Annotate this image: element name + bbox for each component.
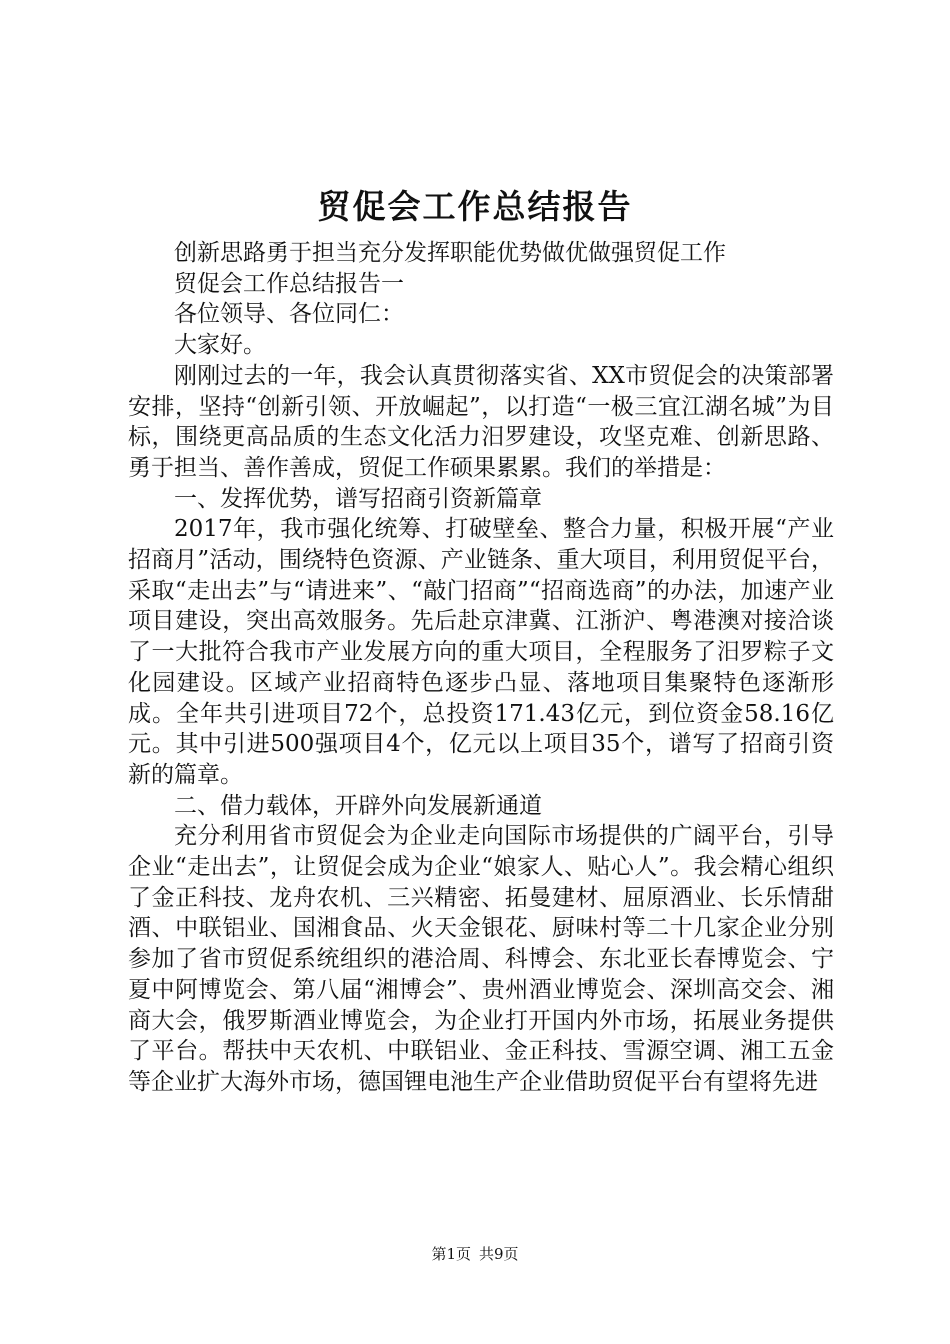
section-two-paragraph: 充分利用省市贸促会为企业走向国际市场提供的广阔平台，引导企业“走出去”，让贸促会成为企业“娘家人、贴心人”。我会精心组织了金正科技、龙舟农机、三兴精密、拓曼建材、屈原酒业、长乐情甜酒、中联铝业、国湘食品、火天金银花、厨味村等二十几家企业分别参加了省市贸促系统组织的港洽周、科博会、东北亚长春博览会、宁夏中阿博览会、第八届“湘博会”、贵州酒业博览会、深圳高交会、湘商大会，俄罗斯酒业博览会，为企业打开国内外市场，拓展业务提供了平台。帮扶中天农机、中联铝业、金正科技、雪源空调、湘工五金等企业扩大海外市场，德国锂电池生产企业借助贸促平台有望将先进 — [128, 823, 834, 1095]
section-one-paragraph: 2017年，我市强化统筹、打破壁垒、整合力量，积极开展“产业招商月”活动，围绕特色资源、产业链条、重大项目，利用贸促平台，采取“走出去”与“请进来”、“敲门招商”“招商选商”的办法，加速产业项目建设，突出高效服务。先后赴京津冀、江浙沪、粤港澳对接洽谈了一大批符合我市产业发展方向的重大项目，全程服务了汨罗粽子文化园建设。区域产业招商特色逐步凸显、落地项目集聚特色逐渐形成。全年共引进项目72个，总投资171.43亿元，到位资金58.16亿元。其中引进500强项目4个，亿元以上项目35个，谱写了招商引资新的篇章。 — [128, 516, 834, 788]
page-footer — [0, 1244, 950, 1264]
report-heading-paragraph: 贸促会工作总结报告一 — [174, 270, 404, 297]
subtitle-paragraph: 创新思路勇于担当充分发挥职能优势做优做强贸促工作 — [174, 240, 726, 266]
salutation-paragraph: 各位领导、各位同仁： — [174, 301, 404, 328]
document-title: 贸促会工作总结报告 — [317, 187, 633, 226]
intro-paragraph: 刚刚过去的一年，我会认真贯彻落实省、XX市贸促会的决策部署安排，坚持“创新引领、开放崛起”，以打造“一极三宜江湖名城”为目标，围绕更高品质的生态文化活力汨罗建设，攻坚克难、创新思路、勇于担当、善作善成，贸促工作硕果累累。我们的举措是： — [128, 362, 834, 481]
section-two-heading: 二、借力载体，开辟外向发展新通道 — [174, 792, 542, 819]
section-one-heading: 一、发挥优势，谱写招商引资新篇章 — [174, 485, 542, 512]
page-total: 共9页 — [479, 1245, 519, 1263]
greeting-paragraph: 大家好。 — [174, 332, 266, 359]
page-number: 第1页 — [431, 1245, 471, 1263]
document-body — [128, 238, 834, 1098]
